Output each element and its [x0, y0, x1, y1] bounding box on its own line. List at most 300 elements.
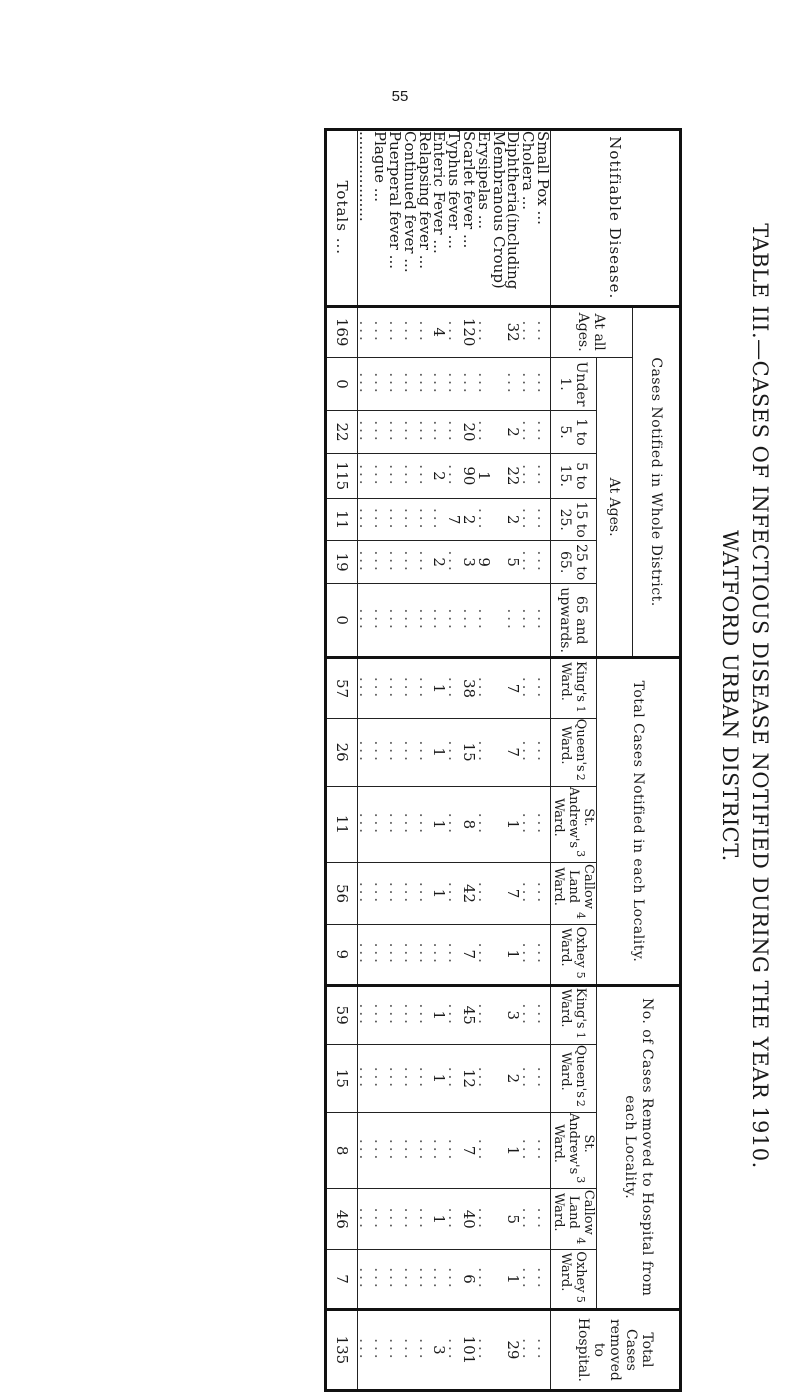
cell-value: ...	[371, 420, 390, 444]
removed-callow-land-column	[357, 1189, 550, 1250]
disease-list	[357, 130, 550, 307]
removed-total-column	[357, 1309, 550, 1390]
cell-value: ...	[415, 1207, 434, 1231]
cell-value: 1	[474, 471, 493, 481]
disease-name: ...................	[356, 131, 375, 222]
cell-value: ...	[386, 1138, 405, 1163]
cell-value: ...	[386, 740, 405, 764]
cell-value: ...	[445, 1207, 464, 1231]
cell-value: ...	[356, 676, 375, 701]
cell-value: ...	[415, 320, 434, 344]
cell-value: 38	[460, 678, 479, 699]
cell-value: ...	[519, 1138, 538, 1163]
cell-value: ...	[519, 550, 538, 574]
cell-value: ...	[534, 881, 552, 906]
cell-value: 32	[504, 322, 523, 342]
total-age-5-15: 115	[325, 453, 357, 498]
cell-value: 1	[430, 888, 449, 899]
cell-value: ...	[534, 812, 552, 837]
cell-value: ...	[534, 608, 552, 632]
cell-value: 1	[504, 1274, 523, 1284]
cell-value: 2	[504, 427, 523, 437]
cell-value: ...	[386, 1066, 405, 1091]
under-1-column	[357, 357, 550, 411]
cell-value: ...	[371, 812, 390, 837]
cell-value: ...	[400, 812, 419, 837]
cell-value: ...	[371, 608, 390, 632]
notified-kings-header: King's Ward. 1	[551, 658, 597, 718]
total-notified-oxhey: 9	[325, 924, 357, 985]
disease-name: Diphtheria(including	[504, 131, 523, 290]
cell-value: 1	[430, 1073, 449, 1084]
notified-st-andrews-header: St. Andrew's Ward. 3	[551, 786, 597, 862]
cell-value: ...	[430, 420, 449, 444]
cell-value: 7	[460, 949, 479, 960]
cell-value: ...	[356, 1003, 375, 1027]
cell-value	[491, 1113, 506, 1188]
cell-value: ...	[430, 942, 449, 966]
cell-value: 20	[460, 422, 479, 442]
total-age-65-up: 0	[325, 583, 357, 658]
removed-st-andrews-header: St. Andrew's Ward. 3	[551, 1112, 597, 1188]
cell-value	[491, 454, 506, 498]
cell-value: ...	[371, 1066, 390, 1091]
cell-value	[491, 787, 506, 862]
cell-value: ...	[504, 372, 523, 396]
notified-callow-land-header: Callow Land Ward. 4	[551, 863, 597, 925]
cell-value: ...	[519, 676, 538, 701]
cell-value: ...	[474, 608, 493, 632]
cell-value: ...	[356, 508, 375, 532]
cell-value: 22	[504, 466, 523, 486]
cell-value: ...	[386, 508, 405, 532]
cell-value: ...	[400, 320, 419, 344]
cell-value: ...	[400, 881, 419, 906]
cell-value: ...	[445, 740, 464, 764]
cell-value: ...	[430, 372, 449, 396]
cell-value: 3	[504, 1010, 523, 1020]
cell-value: ...	[504, 608, 523, 632]
cell-value: 2	[504, 514, 523, 525]
cell-value: ...	[415, 1003, 434, 1027]
cell-value: ...	[460, 608, 479, 632]
cell-value: ...	[445, 942, 464, 966]
cell-value: ...	[415, 881, 434, 906]
cell-value: ...	[415, 508, 434, 532]
total-removed-kings: 59	[325, 985, 357, 1044]
cell-value: ...	[356, 320, 375, 344]
cell-value: ...	[371, 881, 390, 906]
cell-value	[491, 411, 506, 452]
notified-queens-column	[357, 718, 550, 786]
disease-name: Membranous Croup)	[489, 131, 508, 289]
cell-value: ...	[386, 608, 405, 632]
cell-value: ...	[386, 1207, 405, 1231]
disease-name: Continued fever ...	[400, 131, 419, 273]
cell-value: ...	[474, 676, 493, 701]
cell-value: ...	[356, 942, 375, 966]
cell-value: ...	[519, 881, 538, 906]
cell-value: ...	[519, 608, 538, 632]
cell-value: 101	[460, 1335, 479, 1365]
cell-value: ...	[400, 464, 419, 488]
cell-value: ...	[356, 464, 375, 488]
cell-value: ...	[400, 1003, 419, 1027]
cell-value: ...	[534, 550, 552, 574]
cell-value: ...	[474, 740, 493, 764]
notified-kings-column	[357, 658, 550, 718]
cell-value: 9	[474, 557, 493, 567]
cell-value: ...	[415, 740, 434, 764]
cell-value	[491, 584, 506, 657]
total-all-ages: 169	[325, 306, 357, 357]
cell-value: 42	[460, 883, 479, 904]
cell-value: ...	[474, 942, 493, 966]
cell-value: ...	[371, 1138, 390, 1163]
total-removed-queens: 15	[325, 1044, 357, 1112]
cell-value: ...	[400, 1207, 419, 1231]
cell-value: ...	[371, 550, 390, 574]
cell-value: ...	[386, 1267, 405, 1291]
cell-value: ...	[356, 608, 375, 632]
cell-value: ...	[371, 740, 390, 764]
cell-value: ...	[400, 676, 419, 701]
cell-value: ...	[445, 1138, 464, 1163]
cell-value: ...	[519, 1066, 538, 1091]
age-5-15-header: 5 to 15.	[551, 453, 597, 498]
table-subtitle: WATFORD URBAN DISTRICT.	[718, 530, 742, 862]
cell-value: 1	[430, 1010, 449, 1020]
cell-value: ...	[356, 1066, 375, 1091]
cell-value: ...	[445, 1066, 464, 1091]
total-each-locality-header: Total Cases Notified in each Locality.	[597, 658, 681, 985]
cell-value: 6	[460, 1274, 479, 1284]
cell-value: ...	[415, 608, 434, 632]
cell-value: ...	[415, 420, 434, 444]
cell-value: ...	[371, 508, 390, 532]
cell-value: ...	[386, 420, 405, 444]
cell-value: ...	[356, 812, 375, 837]
cell-value: ...	[519, 320, 538, 344]
cell-value: 1	[504, 949, 523, 960]
age-25-65-header: 25 to 65.	[551, 541, 597, 583]
disease-column-header: Notifiable Disease.	[551, 130, 681, 307]
cell-value: 7	[504, 888, 523, 899]
cell-value: 7	[445, 514, 464, 525]
cell-value: ...	[400, 372, 419, 396]
cell-value: 15	[460, 742, 479, 762]
cell-value: ...	[430, 608, 449, 632]
cell-value: ...	[519, 1338, 538, 1362]
total-notified-queens: 26	[325, 718, 357, 786]
cases-whole-district-header: Cases Notified in Whole District.	[633, 306, 681, 658]
cell-value: ...	[356, 550, 375, 574]
cell-value: ...	[534, 464, 552, 488]
cell-value: ...	[460, 372, 479, 396]
cell-value: ...	[474, 1338, 493, 1362]
notified-oxhey-column	[357, 924, 550, 985]
cell-value: 5	[504, 557, 523, 567]
cell-value: ...	[356, 372, 375, 396]
cell-value: 5	[504, 1214, 523, 1224]
cell-value: ...	[386, 676, 405, 701]
total-age-15-25: 11	[325, 498, 357, 540]
cell-value: ...	[474, 1138, 493, 1163]
cell-value: ...	[445, 812, 464, 837]
total-notified-callow-land: 56	[325, 863, 357, 925]
disease-name: Erysipelas ...	[474, 131, 493, 230]
disease-name: Scarlet fever ...	[460, 131, 479, 249]
removed-st-andrews-column	[357, 1112, 550, 1188]
cell-value: ...	[400, 1138, 419, 1163]
cell-value	[491, 308, 506, 357]
cell-value: ...	[400, 420, 419, 444]
cell-value: ...	[415, 1138, 434, 1163]
cell-value: ...	[445, 420, 464, 444]
cell-value: ...	[474, 881, 493, 906]
cell-value: ...	[534, 1267, 552, 1291]
removed-each-locality-header: No. of Cases Removed to Hospital from each Locality.	[597, 985, 681, 1309]
cell-value: ...	[371, 464, 390, 488]
cell-value	[491, 1189, 506, 1249]
total-notified-kings: 57	[325, 658, 357, 718]
cell-value: ...	[415, 1066, 434, 1091]
cell-value: ...	[445, 1338, 464, 1362]
cell-value: ...	[386, 320, 405, 344]
total-under-1: 0	[325, 357, 357, 411]
cell-value: ...	[519, 420, 538, 444]
cell-value: ...	[371, 320, 390, 344]
total-removed-header: Total Cases removed to Hospital.	[551, 1309, 681, 1390]
cell-value: ...	[415, 550, 434, 574]
cell-value: ...	[356, 420, 375, 444]
cell-value: 1	[430, 1214, 449, 1224]
cell-value: ...	[445, 464, 464, 488]
cell-value: ...	[534, 942, 552, 966]
infectious-disease-table	[324, 128, 682, 1392]
cell-value: ...	[386, 1003, 405, 1027]
cell-value: ...	[371, 1207, 390, 1231]
cell-value: ...	[519, 464, 538, 488]
cell-value: 2	[504, 1073, 523, 1084]
cell-value: ...	[519, 942, 538, 966]
total-removed-st-andrews: 8	[325, 1112, 357, 1188]
cell-value	[491, 659, 506, 717]
cell-value: ...	[534, 1003, 552, 1027]
cell-value: 2	[460, 514, 479, 525]
cell-value: ...	[400, 608, 419, 632]
cell-value: ...	[386, 812, 405, 837]
disease-name: Cholera ...	[519, 131, 538, 211]
cell-value	[491, 358, 506, 411]
cell-value	[491, 863, 506, 924]
cell-value: 2	[430, 557, 449, 567]
disease-name: Typhus fever ...	[445, 131, 464, 249]
removed-kings-header: King's Ward. 1	[551, 985, 597, 1044]
age-15-25-column	[357, 498, 550, 540]
cell-value: 45	[460, 1005, 479, 1025]
cell-value: ...	[519, 1207, 538, 1231]
removed-oxhey-column	[357, 1250, 550, 1310]
table-title: TABLE III.—CASES OF INFECTIOUS DISEASE NOTIFIED DURING THE YEAR 1910.	[748, 223, 772, 1169]
cell-value: 4	[430, 327, 449, 337]
cell-value: 1	[504, 819, 523, 830]
disease-name: Enteric Fever ...	[430, 131, 449, 254]
cell-value: 120	[460, 317, 479, 347]
age-5-15-column	[357, 453, 550, 498]
removed-queens-column	[357, 1044, 550, 1112]
cell-value: ...	[400, 740, 419, 764]
cell-value: ...	[445, 1267, 464, 1291]
cell-value: ...	[371, 1338, 390, 1362]
notified-oxhey-header: Oxhey Ward. 5	[551, 924, 597, 985]
cell-value: ...	[445, 1003, 464, 1027]
table-container	[324, 128, 682, 1392]
cell-value: ...	[445, 676, 464, 701]
cell-value	[491, 1045, 506, 1112]
cell-value: 3	[460, 557, 479, 567]
notified-st-andrews-column	[357, 786, 550, 862]
cell-value: ...	[474, 1066, 493, 1091]
age-1-5-header: 1 to 5.	[551, 411, 597, 453]
cell-value: ...	[400, 1338, 419, 1362]
cell-value: ...	[430, 1138, 449, 1163]
cell-value: 1	[430, 683, 449, 694]
age-65-up-header: 65 and upwards.	[551, 583, 597, 658]
removed-callow-land-header: Callow Land Ward. 4	[551, 1189, 597, 1250]
cell-value: ...	[386, 881, 405, 906]
cell-value: ...	[534, 676, 552, 701]
cell-value	[491, 719, 506, 786]
cell-value: ...	[445, 320, 464, 344]
cell-value: ...	[371, 1267, 390, 1291]
cell-value: ...	[474, 1003, 493, 1027]
cell-value: ...	[519, 1003, 538, 1027]
cell-value: ...	[356, 1267, 375, 1291]
cell-value: ...	[445, 608, 464, 632]
cell-value: ...	[430, 508, 449, 532]
cell-value: ...	[534, 508, 552, 532]
cell-value: ...	[386, 464, 405, 488]
cell-value: ...	[534, 1207, 552, 1231]
cell-value: ...	[415, 942, 434, 966]
age-under-1-header: Under 1.	[551, 357, 597, 411]
cell-value: 40	[460, 1209, 479, 1229]
total-notified-st-andrews: 11	[325, 786, 357, 862]
all-ages-column	[357, 306, 550, 357]
removed-kings-column	[357, 985, 550, 1044]
cell-value: 12	[460, 1068, 479, 1088]
page-number: 55	[391, 88, 409, 105]
cell-value: 7	[504, 747, 523, 757]
cell-value: ...	[400, 550, 419, 574]
age-65-up-column	[357, 583, 550, 658]
cell-value: 3	[430, 1345, 449, 1355]
cell-value: ...	[445, 372, 464, 396]
cell-value: ...	[415, 812, 434, 837]
cell-value	[491, 925, 506, 984]
cell-value: ...	[519, 372, 538, 396]
cell-value: ...	[400, 1066, 419, 1091]
cell-value: ...	[534, 1066, 552, 1091]
age-1-5-column	[357, 411, 550, 453]
cell-value: ...	[400, 1267, 419, 1291]
at-ages-header: At Ages.	[597, 357, 633, 658]
age-15-25-header: 15 to 25.	[551, 498, 597, 540]
cell-value: 1	[504, 1145, 523, 1156]
disease-name: Relapsing fever ...	[415, 131, 434, 270]
notified-callow-land-column	[357, 863, 550, 925]
cell-value: ...	[400, 508, 419, 532]
cell-value: ...	[534, 740, 552, 764]
cell-value: ...	[519, 508, 538, 532]
disease-name: Small Pox ...	[534, 131, 552, 225]
cell-value: ...	[534, 420, 552, 444]
total-removed-oxhey: 7	[325, 1250, 357, 1310]
cell-value: ...	[445, 881, 464, 906]
cell-value: ...	[534, 320, 552, 344]
cell-value: ...	[400, 942, 419, 966]
removed-oxhey-header: Oxhey Ward. 5	[551, 1250, 597, 1310]
age-25-65-column	[357, 541, 550, 583]
totals-row	[325, 130, 357, 1391]
cell-value: ...	[474, 1207, 493, 1231]
cell-value: ...	[415, 464, 434, 488]
cell-value: ...	[356, 740, 375, 764]
cell-value: 1	[430, 747, 449, 757]
cell-value: ...	[386, 1338, 405, 1362]
cell-value: ...	[415, 1338, 434, 1362]
cell-value: ...	[519, 1267, 538, 1291]
total-age-1-5: 22	[325, 411, 357, 453]
totals-label: Totals ...	[325, 130, 357, 307]
cell-value: ...	[415, 372, 434, 396]
total-removed-to-hospital: 135	[325, 1309, 357, 1390]
cell-value: ...	[386, 372, 405, 396]
cell-value: 7	[460, 1145, 479, 1156]
all-ages-header: At all Ages.	[551, 306, 633, 357]
cell-value: ...	[534, 1338, 552, 1362]
cell-value: ...	[356, 1138, 375, 1163]
cell-value: ...	[371, 1003, 390, 1027]
cell-value: ...	[415, 1267, 434, 1291]
cell-value	[491, 499, 506, 540]
cell-value: ...	[356, 1207, 375, 1231]
cell-value: ...	[371, 372, 390, 396]
cell-value: ...	[430, 1267, 449, 1291]
cell-value: ...	[474, 320, 493, 344]
cell-value: ...	[386, 550, 405, 574]
cell-value: ...	[371, 942, 390, 966]
cell-value: ...	[356, 881, 375, 906]
total-removed-callow-land: 46	[325, 1189, 357, 1250]
cell-value	[491, 1311, 506, 1389]
total-age-25-65: 19	[325, 541, 357, 583]
cell-value: ...	[474, 372, 493, 396]
cell-value: ...	[445, 550, 464, 574]
cell-value: ...	[415, 676, 434, 701]
cell-value: ...	[356, 1338, 375, 1362]
cell-value: 2	[430, 471, 449, 481]
cell-value: ...	[534, 372, 552, 396]
cell-value	[491, 987, 506, 1044]
cell-value: ...	[534, 1138, 552, 1163]
cell-value: 90	[460, 466, 479, 486]
cell-value: ...	[474, 1267, 493, 1291]
disease-name: Puerperal fever ...	[386, 131, 405, 269]
cell-value: 8	[460, 819, 479, 830]
cell-value: ...	[474, 508, 493, 532]
